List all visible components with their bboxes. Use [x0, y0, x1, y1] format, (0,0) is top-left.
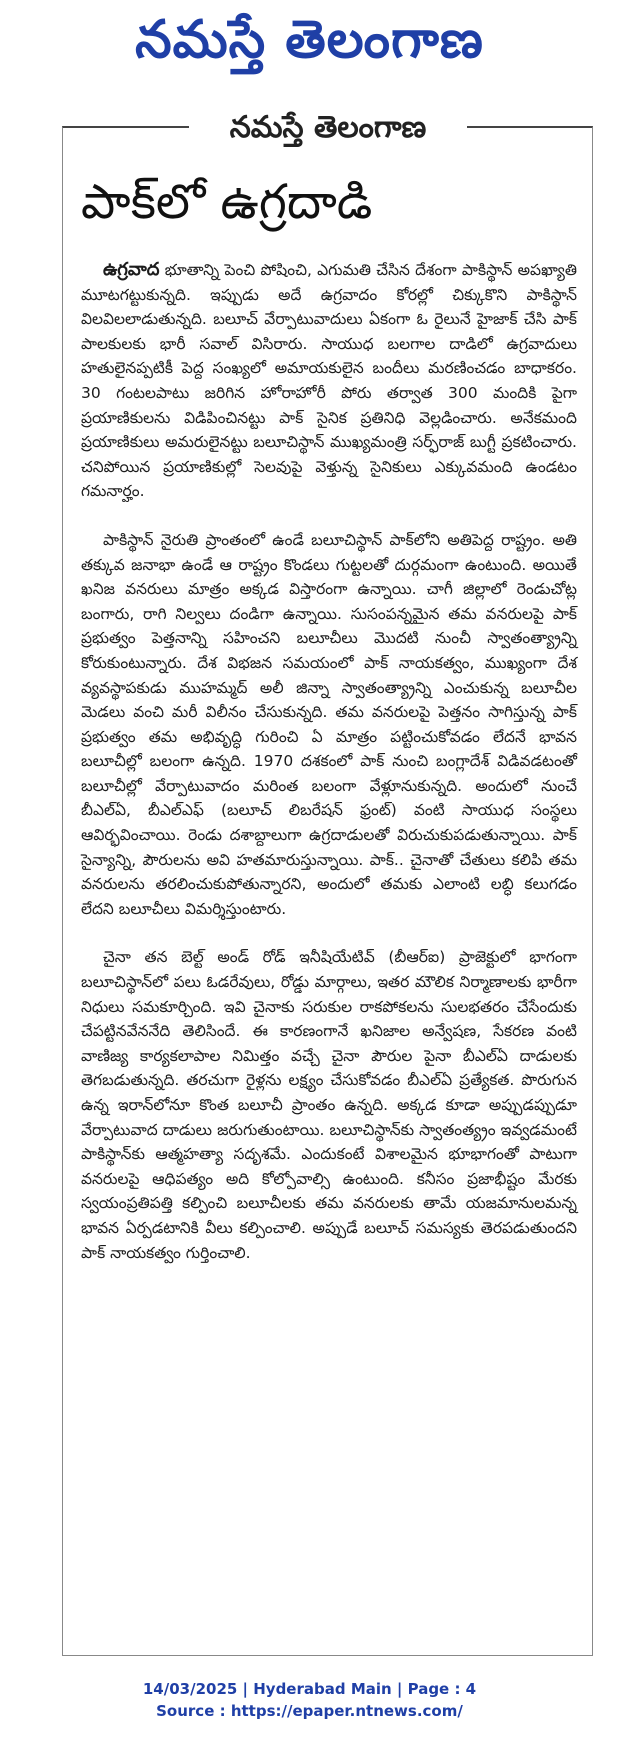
article-paragraph-1: [81, 258, 577, 504]
page-footer: [0, 1678, 619, 1722]
article-body: [81, 258, 577, 1289]
article-headline: పాక్‌లో ఉగ్రదాడి: [81, 174, 373, 230]
article-paragraph-3: చైనా తన బెల్ట్ అండ్ రోడ్ ఇనీషియేటివ్ (బీఆర్ఐ) ప్రాజెక్టులో భాగంగా బలూచిస్థాన్‌లో పలు ఓడరేవులు, రోడ్డు మార్గాలు, ఇతర మౌలిక నిర్మాణాలకు భారీగా నిధులు సమకూర్చింది. ఇవి చైనాకు సరుకుల రాకపోకలను సులభతరం చేసేందుకు చేపట్టినవేననేది తెలిసిందే. ఈ కారణంగానే ఖనిజాల అన్వేషణ, సేకరణ వంటి వాణిజ్య కార్యకలాపాల నిమిత్తం వచ్చే చైనా పౌరుల పైనా బీఎల్ఏ దాడులకు తెగబడుతున్నది. తరచుగా రైళ్లను లక్ష్యం చేసుకోవడం బీఎల్ఏ ప్రత్యేకత. పొరుగున ఉన్న ఇరాన్‌లోనూ కొంత బలూచీ ప్రాంతం ఉన్నది. అక్కడ కూడా అప్పుడప్పుడూ వేర్పాటువాద దాడులు జరుగుతుంటాయి. బలూచిస్థాన్‌కు స్వాతంత్య్రం ఇవ్వడమంటే పాకిస్థాన్‌కు ఆత్మహత్యా సదృశమే. ఎందుకంటే విశాలమైన భూభాగంతో పాటుగా వనరులపై ఆధిపత్యం అది కోల్పోవాల్సి ఉంటుంది. కనీసం ప్రజాభీష్టం మేరకు స్వయంప్రతిపత్తి కల్పించి బలూచీలకు తమ వనరులకు తామే యజమానులమన్న భావన ఏర్పడటానికి వీలు కల్పించాలి. అప్పుడే బలూచ్ సమస్యకు తెరపడుతుందని పాక్ నాయకత్వం గుర్తించాలి.: [81, 948, 577, 1262]
article-brand: [189, 106, 467, 150]
lead-word: ఉగ్రవాద: [103, 259, 160, 280]
masthead-title: నమస్తే తెలంగాణ: [135, 10, 484, 70]
article-brand-label: నమస్తే తెలంగాణ: [229, 110, 427, 145]
footer-dateline: 14/03/2025 | Hyderabad Main | Page : 4: [142, 1680, 477, 1698]
article-box: [62, 110, 593, 1656]
footer-source: Source : https://epaper.ntnews.com/: [156, 1702, 463, 1720]
paragraph-1-text: భూతాన్ని పెంచి పోషించి, ఎగుమతి చేసిన దేశంగా పాకిస్థాన్ అపఖ్యాతి మూటగట్టుకున్నది. ఇప్పుడు అదే ఉగ్రవాదం కోరల్లో చిక్కుకొని పాకిస్థాన్ విలవిలలాడుతున్నది. బలూచ్ వేర్పాటువాదులు ఏకంగా ఓ రైలునే హైజాక్ చేసి పాక్ పాలకులకు భారీ సవాల్ విసిరారు. సాయుధ బలగాల దాడిలో ఉగ్రవాదులు హతులైనప్పటికీ పెద్ద సంఖ్యలో అమాయకులైన బందీలు మరణించడం బాధాకరం. 30 గంటలపాటు జరిగిన హోరాహోరీ పోరు తర్వాత 300 మందికి పైగా ప్రయాణికులను విడిపించినట్టు పాక్ సైనిక ప్రతినిధి వెల్లడించారు. అనేకమంది ప్రయాణికులు అమరులైనట్టు బలూచిస్థాన్ ముఖ్యమంత్రి సర్ఫ్‌రాజ్ బుగ్టీ ప్రకటించారు. చనిపోయిన ప్రయాణికుల్లో సెలవుపై వెళ్తున్న సైనికులు ఎక్కువమంది ఉండటం గమనార్హం.: [81, 261, 577, 501]
article-paragraph-2: పాకిస్థాన్ నైరుతి ప్రాంతంలో ఉండే బలూచిస్థాన్ పాక్‌లోని అతిపెద్ద రాష్ట్రం. అతి తక్కువ జనాభా ఉండే ఆ రాష్ట్రం కొండలు గుట్టలతో దుర్గమంగా ఉంటుంది. అయితే ఖనిజ వనరులు మాత్రం అక్కడ విస్తారంగా ఉన్నాయి. చాగీ జిల్లాలో రెండుచోట్ల బంగారు, రాగి నిల్వలు దండిగా ఉన్నాయి. సుసంపన్నమైన తమ వనరులపై పాక్ ప్రభుత్వం పెత్తనాన్ని సహించని బలూచీలు మొదటి నుంచీ స్వాతంత్య్రాన్ని కోరుకుంటున్నారు. దేశ విభజన సమయంలో పాక్ నాయకత్వం, ముఖ్యంగా దేశ వ్యవస్థాపకుడు ముహమ్మద్ అలీ జిన్నా స్వాతంత్య్రాన్ని ఎంచుకున్న బలూచీల మెడలు వంచి మరీ విలీనం చేసుకున్నది. తమ వనరులపై పెత్తనం సాగిస్తున్న పాక్ ప్రభుత్వం తమ అభివృద్ధి గురించి ఏ మాత్రం పట్టించుకోవడం లేదనే భావన బలూచీల్లో బలంగా ఉన్నది. 1970 దశకంలో పాక్ నుంచి బంగ్లాదేశ్ విడివడటంతో బలూచీల్లో వేర్పాటువాదం మరింత బలంగా వేళ్లూనుకున్నది. అందులో నుంచే బీఎల్ఏ, బీఎల్ఎఫ్ (బలూచ్ లిబరేషన్ ఫ్రంట్) వంటి సాయుధ సంస్థలు ఆవిర్భవించాయి. రెండు దశాబ్దాలుగా ఉగ్రదాడులతో విరుచుకుపడుతున్నాయి. పాక్ సైన్యాన్ని, పౌరులను అవి హతమారుస్తున్నాయి. పాక్.. చైనాతో చేతులు కలిపి తమ వనరులను తరలించుకుపోతున్నారని, అందులో తమకు ఎలాంటి లబ్ధి కలుగడం లేదని బలూచీలు విమర్శిస్తుంటారు.: [81, 530, 577, 918]
masthead: [0, 6, 619, 74]
